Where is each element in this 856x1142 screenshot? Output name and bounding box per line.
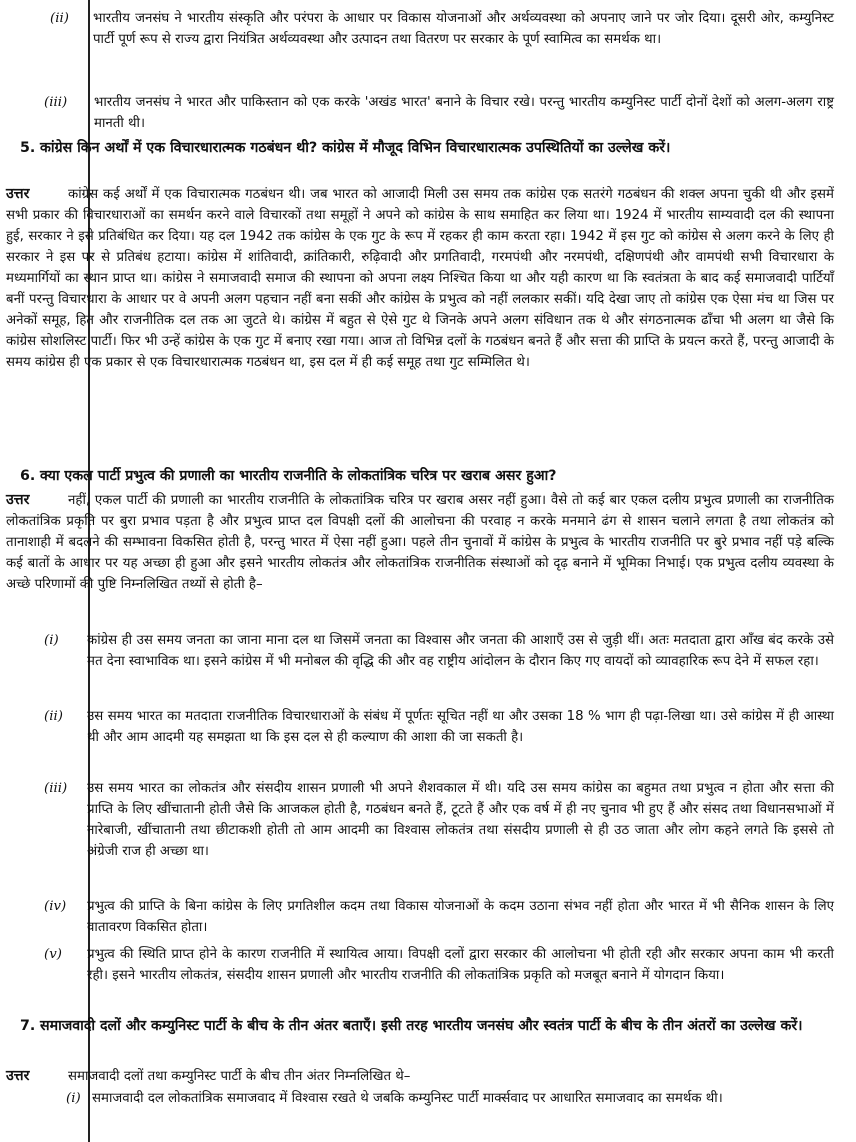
answer-label: उत्तर <box>6 492 30 508</box>
answer-text: नहीं, एकल पार्टी की प्रणाली का भारतीय राजनीति के लोकतांत्रिक चरित्र पर खराब असर नहीं हुआ। वैसे तो कई बार एकल दलीय प्रभुत्व प्रणाली का राजनीतिक लोकतांत्रिक प्रकृति पर बुरा प्रभाव पड़ता है और प्रभुत्व प्राप्त दल विपक्षी दलों की आलोचना की परवाह न करके मनमाने ढंग से शासन चलाने लगता है तथा लोकतंत्र को तानाशाही में बदलने की सम्भावना विकसित होती है, परन्तु भारत में ऐसा नहीं हुआ। पहले तीन चुनावों में कांग्रेस के प्रभुत्व के भारतीय राजनीति पर बुरे प्रभाव नहीं पड़े बल्कि कई बातों के आधार पर यह अच्छा ही हुआ और इसने भारतीय लोकतंत्र और लोकतांत्रिक राजनीतिक संस्थाओं को दृढ़ बनाने में भूमिका निभाई। एक प्रभुत्व दलीय व्यवस्था के अच्छे परिणामों की पुष्टि निम्नलिखित तथ्यों से होती है– <box>6 493 834 592</box>
answer-text: समाजवादी दलों तथा कम्युनिस्ट पार्टी के बीच तीन अंतर निम्नलिखित थे– <box>68 1069 411 1084</box>
question-number: 5. <box>20 140 36 156</box>
q6-point-i <box>44 630 834 696</box>
point-text: प्रभुत्व की स्थिति प्राप्त होने के कारण राजनीति में स्थायित्व आया। विपक्षी दलों द्वारा सरकार की आलोचना भी होती रही और सरकार अपना काम भी करती रही। इसने भारतीय लोकतंत्र, संसदीय शासन प्रणाली और भारतीय राजनीति की लोकतांत्रिक प्रकृति को मजबूत बनाने में योगदान किया। <box>87 947 834 983</box>
question-6 <box>20 466 834 487</box>
answer-text: कांग्रेस कई अर्थों में एक विचारात्मक गठबंधन थी। जब भारत को आजादी मिली उस समय तक कांग्रेस एक सतरंगे गठबंधन की शक्ल अपना चुकी थी और इसमें सभी प्रकार की विचारधाराओं का समर्थन करने वाले विचारकों तथा समूहों ने अपने को कांग्रेस के साथ समाहित कर लिया था। 1924 में भारतीय साम्यवादी दल की स्थापना हुई, सरकार ने इसे प्रतिबंधित कर दिया। यह दल 1942 तक कांग्रेस के एक गुट के रूप में रहकर ही काम करता रहा। 1942 में इस गुट को कांग्रेस से अलग करने के लिए ही सरकार ने इस पर से प्रतिबंध हटाया। कांग्रेस में शांतिवादी, क्रांतिकारी, रुढ़िवादी और प्रगतिवादी, गरमपंथी और नरमपंथी, दक्षिणपंथी और वामपंथी सभी विचारधारा के मध्यमार्गियों का स्थान प्राप्त था। कांग्रेस ने समाजवादी समाज की स्थापना को अपना लक्ष्य निश्चित किया था और यही कारण था कि स्वतंत्रता के बाद कई समाजवादी पार्टियाँ बनीं परन्तु विचारधारा के आधार पर वे अपनी अलग पहचान नहीं बना सकीं और कांग्रेस के प्रभुत्व को नहीं ललकार सकीं। यदि देखा जाए तो कांग्रेस एक ऐसा मंच था जिस पर अनेकों समूह, हित और राजनीतिक दल तक आ जुटते थे। कांग्रेस में बहुत से ऐसे गुट थे जिनके अपने अलग संविधान तक थे और संगठनात्मक ढाँचा भी अलग था जैसे कि कांग्रेस सोशलिस्ट पार्टी। फिर भी उन्हें कांग्रेस के एक गुट में बनाए रखा गया। आज तो विभिन्न दलों के गठबंधन बनते हैं और सत्ता की प्राप्ति के प्रयत्न करते हैं, परन्तु आजादी के समय कांग्रेस ही एक प्रकार से एक विचारधारात्मक गठबंधन था, इस दल में ही कई समूह तथा गुट सम्मिलित थे। <box>6 187 834 370</box>
point-text: भारतीय जनसंघ ने भारत और पाकिस्तान को एक करके 'अखंड भारत' बनाने के विचार रखे। परन्तु भारतीय कम्युनिस्ट पार्टी दोनों देशों को अलग-अलग राष्ट्र मानती थी। <box>94 95 834 131</box>
answer-6 <box>6 490 834 630</box>
point-number: (ii) <box>50 11 69 26</box>
point-number: (iii) <box>44 781 68 796</box>
question-5 <box>20 138 834 180</box>
point-number: (iii) <box>44 95 68 110</box>
question-text: क्या एकल पार्टी प्रभुत्व की प्रणाली का भारतीय राजनीति के लोकतांत्रिक चरित्र पर खराब असर हुआ? <box>40 468 557 484</box>
question-number: 7. <box>20 1018 36 1034</box>
question-number: 6. <box>20 468 36 484</box>
point-text: कांग्रेस ही उस समय जनता का जाना माना दल था जिसमें जनता का विश्वास और जनता की आशाएँ उस से जुड़ी थीं। अतः मतदाता द्वारा आँख बंद करके उसे मत देना स्वाभाविक था। इसने कांग्रेस में भी मनोबल की वृद्धि की और वह राष्ट्रीय आंदोलन के दौरान किए गए वायदों को व्यावहारिक रूप देने में सफल रहा। <box>87 633 834 669</box>
q6-point-iii <box>44 778 834 894</box>
q6-point-iv <box>44 896 834 938</box>
question-text: कांग्रेस किन अर्थों में एक विचारधारात्मक गठबंधन थी? कांग्रेस में मौजूद विभिन विचारधारात्मक उपस्थितियों का उल्लेख करें। <box>40 140 671 156</box>
q4-point-iii <box>44 92 834 134</box>
answer-label: उत्तर <box>6 186 30 202</box>
point-number: (i) <box>44 633 59 648</box>
q4-point-ii <box>50 8 834 72</box>
question-7 <box>20 1016 834 1058</box>
point-number: (i) <box>66 1091 81 1106</box>
question-text: समाजवादी दलों और कम्युनिस्ट पार्टी के बीच के तीन अंतर बताएँ। इसी तरह भारतीय जनसंघ और स्वतंत्र पार्टी के बीच के तीन अंतरों का उल्लेख करें। <box>40 1018 803 1034</box>
point-text: समाजवादी दल लोकतांत्रिक समाजवाद में विश्वास रखते थे जबकि कम्युनिस्ट पार्टी मार्क्सवाद पर आधारित समाजवाद का समर्थक थी। <box>92 1091 723 1106</box>
q6-point-v <box>44 944 834 1008</box>
q6-point-ii <box>44 706 834 770</box>
point-number: (iv) <box>44 899 67 914</box>
point-number: (v) <box>44 947 62 962</box>
point-number: (ii) <box>44 709 63 724</box>
point-text: उस समय भारत का लोकतंत्र और संसदीय शासन प्रणाली भी अपने शैशवकाल में थी। यदि उस समय कांग्रेस का बहुमत तथा प्रभुत्व न होता और सत्ता की प्राप्ति के लिए खींचातानी होती जैसे कि आजकल होती है, गठबंधन बनते हैं, टूटते हैं और एक वर्ष में ही नए चुनाव भी हुए हैं और संसद तथा विधानसभाओं में नारेबाजी, खींचातानी तथा छीटाकशी होती तो आम आदमी का विश्वास लोकतंत्र तथा संसदीय प्रणाली से ही उठ जाता और लोग कहने लगते कि इससे तो अंग्रेजी राज ही अच्छा था। <box>87 781 834 859</box>
point-text: उस समय भारत का मतदाता राजनीतिक विचारधाराओं के संबंध में पूर्णतः सूचित नहीं था और उसका 18 % भाग ही पढ़ा-लिखा था। उसे कांग्रेस में ही आस्था थी और आम आदमी यह समझता था कि इस दल से ही कल्याण की आशा की जा सकती है। <box>87 709 834 745</box>
q7-point-i <box>66 1088 834 1132</box>
answer-label: उत्तर <box>6 1068 30 1084</box>
answer-7 <box>6 1066 834 1087</box>
point-text: प्रभुत्व की प्राप्ति के बिना कांग्रेस के लिए प्रगतिशील कदम तथा विकास योजनाओं के कदम उठाना संभव नहीं होता और भारत में भी सैनिक शासन के लिए वातावरण विकसित होता। <box>87 899 834 935</box>
point-text: भारतीय जनसंघ ने भारतीय संस्कृति और परंपरा के आधार पर विकास योजनाओं और अर्थव्यवस्था को अपनाए जाने पर जोर दिया। दूसरी ओर, कम्युनिस्ट पार्टी पूर्ण रूप से राज्य द्वारा नियंत्रित अर्थव्यवस्था और उत्पादन तथा वितरण पर सरकार के पूर्ण स्वामित्व का समर्थक था। <box>93 11 834 47</box>
